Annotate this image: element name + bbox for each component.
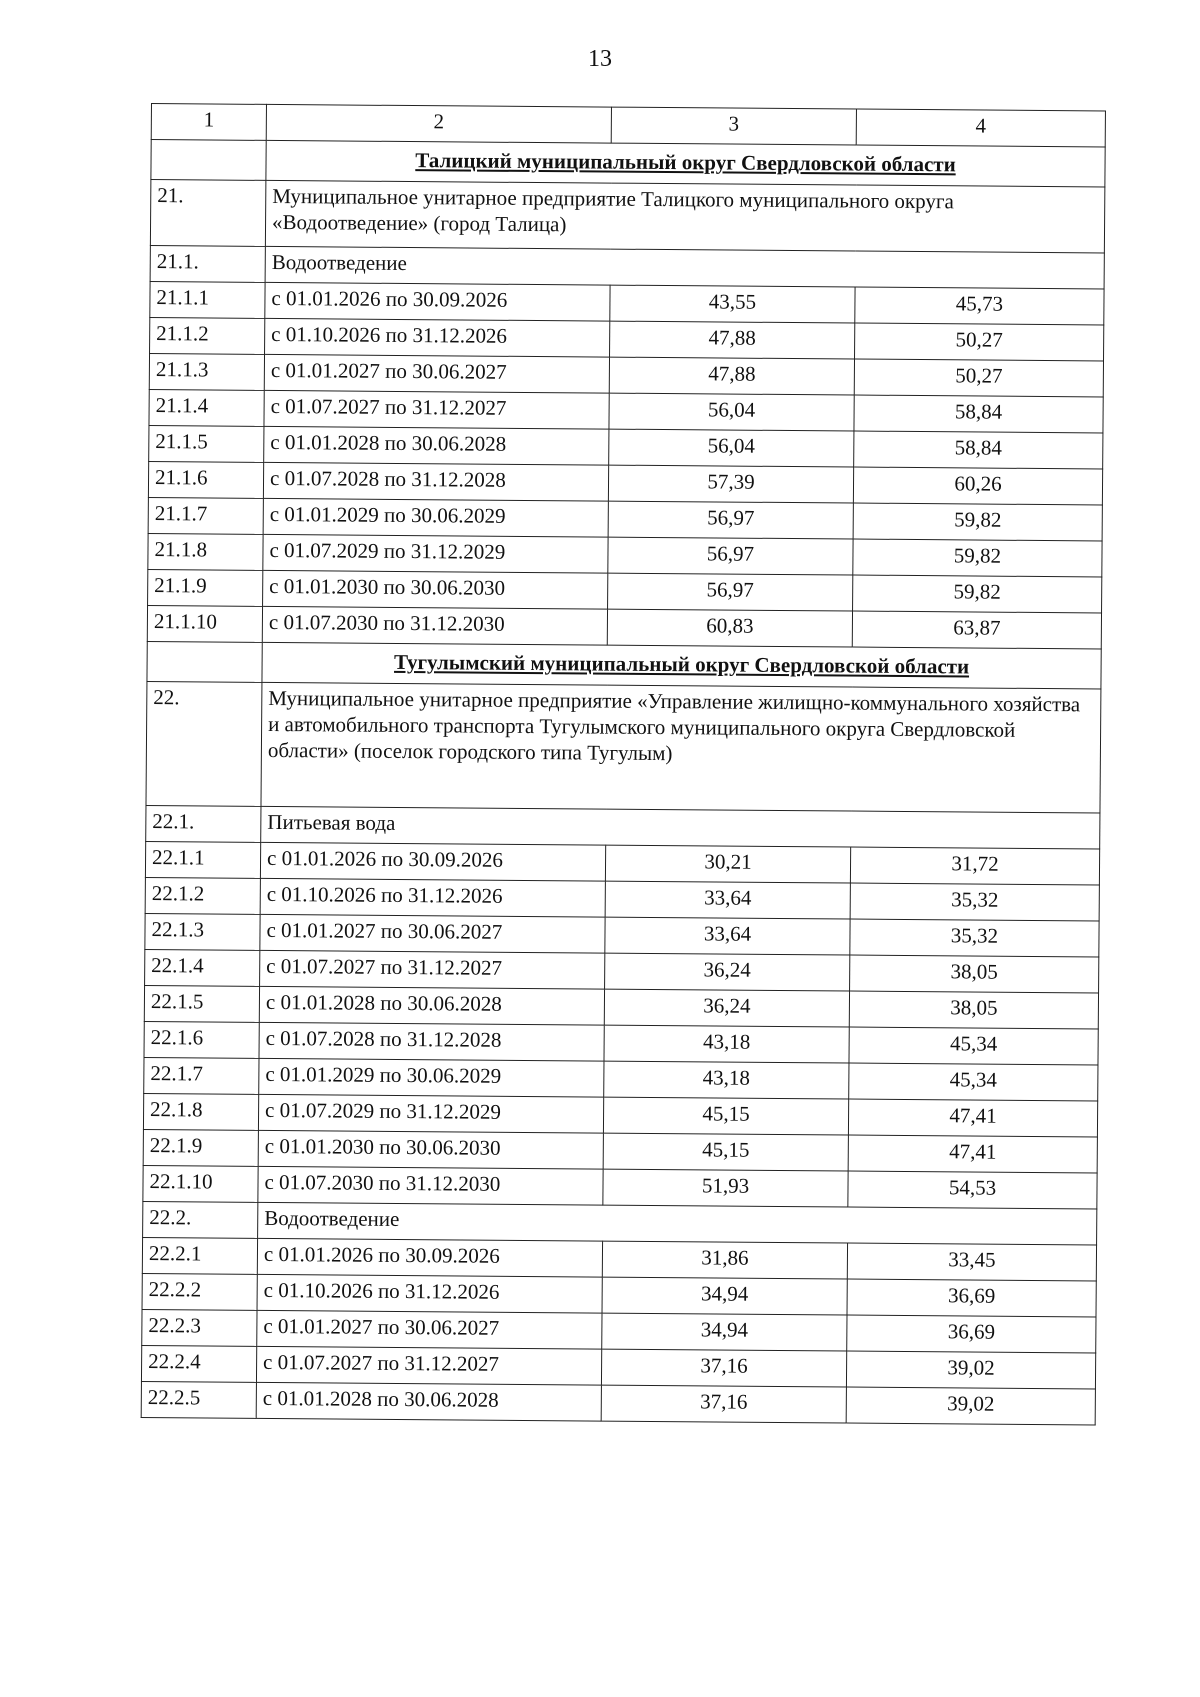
section-title: Тугулымский муниципальный округ Свердловской области [262,642,1101,689]
period-cell: с 01.01.2029 по 30.06.2029 [263,498,608,537]
row-number: 22.1.4 [145,949,260,986]
period-cell: с 01.07.2027 по 31.12.2027 [264,390,609,429]
tariff-value-col4: 45,34 [849,1027,1098,1065]
period-cell: с 01.07.2030 по 31.12.2030 [258,1166,603,1205]
tariff-value-col3: 51,93 [603,1169,848,1207]
tariff-value-col3: 30,21 [605,845,850,883]
section-number-cell [147,641,262,682]
tariff-value-col3: 45,15 [603,1133,848,1171]
organization-number: 22. [146,681,262,806]
tariff-value-col3: 33,64 [605,881,850,919]
column-header: 4 [856,109,1105,147]
tariff-value-col4: 59,82 [853,539,1102,577]
period-cell: с 01.10.2026 по 31.12.2026 [265,318,610,357]
period-cell: с 01.01.2027 по 30.06.2027 [260,914,605,953]
period-cell: с 01.07.2029 по 31.12.2029 [258,1094,603,1133]
tariff-value-col3: 37,16 [601,1349,846,1387]
organization-name: Муниципальное унитарное предприятие «Управление жилищно-коммунального хозяйства и автомобильного транспорта Тугулымского муниципального округа Свердловской области» (поселок городского типа Тугулым) [261,682,1101,813]
row-number: 21.1.7 [148,497,263,534]
tariff-value-col4: 36,69 [847,1279,1096,1317]
tariff-value-col4: 33,45 [847,1243,1096,1281]
tariff-value-col4: 36,69 [847,1315,1096,1353]
tariff-value-col3: 43,18 [604,1061,849,1099]
organization-number: 21. [150,180,266,247]
row-number: 22.1.8 [143,1093,258,1130]
row-number: 22.2.2 [142,1273,257,1310]
row-number: 22.2.5 [141,1381,256,1418]
row-number: 22.1.10 [143,1165,258,1202]
row-number: 22.1.9 [143,1129,258,1166]
tariff-value-col3: 31,86 [602,1241,847,1279]
tariff-value-col4: 58,84 [854,395,1103,433]
row-number: 21.1.4 [149,389,264,426]
period-cell: с 01.10.2026 по 31.12.2026 [260,878,605,917]
period-cell: с 01.10.2026 по 31.12.2026 [257,1274,602,1313]
tariff-value-col4: 35,32 [850,919,1099,957]
tariff-value-col3: 45,15 [603,1097,848,1135]
tariff-value-col3: 33,64 [605,917,850,955]
period-cell: с 01.01.2029 по 30.06.2029 [259,1058,604,1097]
organization-row [146,681,1101,812]
tariff-value-col3: 60,83 [607,609,852,647]
tariff-value-col3: 36,24 [605,953,850,991]
period-cell: с 01.01.2026 по 30.09.2026 [257,1238,602,1277]
tariff-value-col3: 56,04 [609,393,854,431]
tariff-value-col4: 58,84 [854,431,1103,469]
row-number: 22.1.7 [144,1057,259,1094]
tariff-value-col3: 56,97 [608,537,853,575]
tariff-value-col4: 31,72 [850,847,1099,885]
organization-row [150,180,1104,253]
row-number: 21.1.10 [147,605,262,642]
column-header: 2 [266,104,611,143]
table-row [141,1381,1095,1424]
row-number: 22.1.1 [145,841,260,878]
period-cell: с 01.01.2028 по 30.06.2028 [259,986,604,1025]
period-cell: с 01.07.2028 по 31.12.2028 [259,1022,604,1061]
row-number: 22.1.3 [145,913,260,950]
period-cell: с 01.01.2028 по 30.06.2028 [264,426,609,465]
service-name: Водоотведение [265,246,1104,289]
tariff-value-col3: 47,88 [610,321,855,359]
tariff-value-col4: 59,82 [853,575,1102,613]
service-number: 22.2. [143,1201,258,1238]
tariff-value-col3: 43,18 [604,1025,849,1063]
period-cell: с 01.07.2027 по 31.12.2027 [260,950,605,989]
period-cell: с 01.01.2030 по 30.06.2030 [258,1130,603,1169]
tariff-value-col4: 60,26 [853,467,1102,505]
tariff-value-col3: 43,55 [610,285,855,323]
period-cell: с 01.01.2030 по 30.06.2030 [263,570,608,609]
tariff-value-col3: 34,94 [602,1313,847,1351]
organization-name: Муниципальное унитарное предприятие Талицкого муниципального округа «Водоотведение» (город Талица) [265,180,1104,253]
row-number: 21.1.6 [148,461,263,498]
column-header: 3 [611,107,856,145]
tariff-value-col4: 54,53 [848,1171,1097,1209]
tariff-value-col4: 38,05 [849,991,1098,1029]
tariff-value-col3: 56,97 [608,501,853,539]
tariff-value-col3: 56,04 [609,429,854,467]
period-cell: с 01.01.2027 по 30.06.2027 [264,354,609,393]
period-cell: с 01.07.2030 по 31.12.2030 [262,606,607,645]
tariff-value-col3: 56,97 [608,573,853,611]
row-number: 22.2.4 [141,1345,256,1382]
row-number: 22.1.6 [144,1021,259,1058]
row-number: 21.1.3 [149,353,264,390]
tariff-value-col3: 57,39 [608,465,853,503]
tariff-value-col4: 45,34 [849,1063,1098,1101]
tariff-value-col4: 63,87 [852,611,1101,649]
row-number: 21.1.1 [150,281,265,318]
tariff-value-col3: 34,94 [602,1277,847,1315]
period-cell: с 01.07.2027 по 31.12.2027 [256,1346,601,1385]
period-cell: с 01.01.2026 по 30.09.2026 [265,282,610,321]
tariff-value-col4: 45,73 [855,287,1104,325]
period-cell: с 01.07.2028 по 31.12.2028 [263,462,608,501]
tariff-value-col4: 59,82 [853,503,1102,541]
period-cell: с 01.07.2029 по 31.12.2029 [263,534,608,573]
service-name: Питьевая вода [261,806,1100,849]
service-number: 21.1. [150,245,265,282]
tariff-value-col4: 50,27 [854,359,1103,397]
period-cell: с 01.01.2027 по 30.06.2027 [257,1310,602,1349]
row-number: 21.1.8 [148,533,263,570]
tariff-value-col4: 39,02 [846,1351,1095,1389]
tariff-value-col4: 47,41 [848,1135,1097,1173]
service-name: Водоотведение [258,1202,1097,1245]
period-cell: с 01.01.2028 по 30.06.2028 [256,1382,601,1421]
service-number: 22.1. [146,805,261,842]
page-number: 13 [588,46,612,72]
column-header: 1 [151,104,266,141]
tariff-value-col4: 38,05 [850,955,1099,993]
row-number: 21.1.2 [150,317,265,354]
row-number: 22.2.3 [142,1309,257,1346]
row-number: 22.1.5 [144,985,259,1022]
tariff-value-col4: 35,32 [850,883,1099,921]
tariff-value-col3: 36,24 [604,989,849,1027]
tariff-value-col3: 47,88 [609,357,854,395]
tariff-table [141,103,1106,1425]
tariff-value-col4: 50,27 [855,323,1104,361]
section-title: Талицкий муниципальный округ Свердловской области [266,140,1105,187]
row-number: 22.1.2 [145,877,260,914]
tariff-value-col4: 39,02 [846,1387,1095,1425]
row-number: 21.1.5 [149,425,264,462]
period-cell: с 01.01.2026 по 30.09.2026 [260,842,605,881]
tariff-value-col4: 47,41 [848,1099,1097,1137]
row-number: 21.1.9 [148,569,263,606]
tariff-value-col3: 37,16 [601,1385,846,1423]
row-number: 22.2.1 [142,1237,257,1274]
section-number-cell [151,140,266,181]
